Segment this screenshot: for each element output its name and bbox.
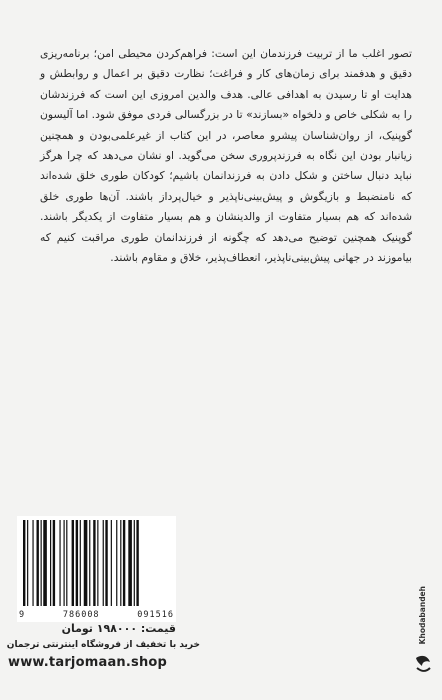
barcode-bar — [134, 520, 135, 606]
price-label: قیمت: ۱۹۸۰۰۰ تومان — [61, 622, 176, 635]
barcode-bar — [105, 520, 107, 606]
barcode-bars — [21, 520, 172, 608]
barcode-bar — [43, 520, 47, 606]
barcode-bar — [116, 520, 117, 606]
barcode-bar — [32, 520, 33, 606]
barcode-digit-group: 091516 — [137, 610, 174, 620]
barcode-digit-group: 786008 — [62, 610, 100, 620]
barcode-bar — [97, 520, 98, 606]
barcode-bar — [66, 520, 67, 606]
barcode-bar — [136, 520, 138, 606]
barcode-bar — [50, 520, 51, 606]
barcode-bar — [72, 520, 74, 606]
barcode-bar — [111, 520, 112, 606]
blurb-text: تصور اغلب ما از تربیت فرزندمان این است: فراهم‌کردن محیطی امن؛ برنامه‌ریزی دقیق و هدفمند برای زمان‌های کار و فراغت؛ نظارت دقیق بر اعمال و روابطش و هدایت او تا رسیدن به اهدافی عالی. هدف والدین امروزی این است که فرزندشان را به شکلی خاص و دلخواه «بسازند» تا در بزرگسالی فردی موفق شود. اما آلیسون گوپنیک، از روان‌شناسان پیشرو معاصر، در این کتاب از غیرعلمی‌بودن و همچنین زیانبار بودن این نگاه به فرزندپروری سخن می‌گوید. او نشان می‌دهد که چرا هرگز نباید دنبال ساختن و شکل دادن به فرزندانمان باشیم؛ کودکان طوری خلق شده‌اند که نامنضبط و بازیگوش و پیش‌بینی‌ناپذیر و خیال‌پرداز باشند. آن‌ها طوری خلق شده‌اند که هم بسیار متفاوت از والدینشان و هم بسیار متفاوت از یکدیگر باشند. گوپنیک همچنین توضیح می‌دهد که چگونه از فرزندانمان طوری مراقبت کنیم که بیاموزند در جهانی پیش‌بینی‌ناپذیر، انعطاف‌پذیر، خلاق و مقاوم باشند. — [40, 47, 412, 265]
barcode-bar — [120, 520, 121, 606]
barcode-bar — [64, 520, 65, 606]
barcode-bar — [41, 520, 42, 606]
barcode-bar — [128, 520, 132, 606]
barcode-bar — [93, 520, 95, 606]
publisher-mark-icon — [414, 654, 432, 674]
barcode-bar — [59, 520, 60, 606]
barcode-bar — [80, 520, 81, 606]
barcode-bar — [103, 520, 104, 606]
barcode-bar — [23, 520, 25, 606]
barcode-bar — [123, 520, 125, 606]
back-cover-blurb — [40, 44, 412, 268]
shop-url-link[interactable]: www.tarjomaan.shop — [8, 655, 168, 670]
barcode-bar — [76, 520, 78, 606]
publisher-vertical-text: Khodabandeh — [418, 586, 427, 645]
barcode-bar — [53, 520, 55, 606]
barcode-bar — [37, 520, 39, 606]
shop-note: خرید با تخفیف از فروشگاه اینترنتی ترجمان — [6, 640, 200, 650]
barcode-bar — [84, 520, 88, 606]
barcode — [17, 516, 176, 622]
barcode-digit-group: 9 — [19, 610, 26, 620]
barcode-bar — [27, 520, 28, 606]
barcode-digits — [19, 610, 174, 620]
barcode-bar — [89, 520, 90, 606]
